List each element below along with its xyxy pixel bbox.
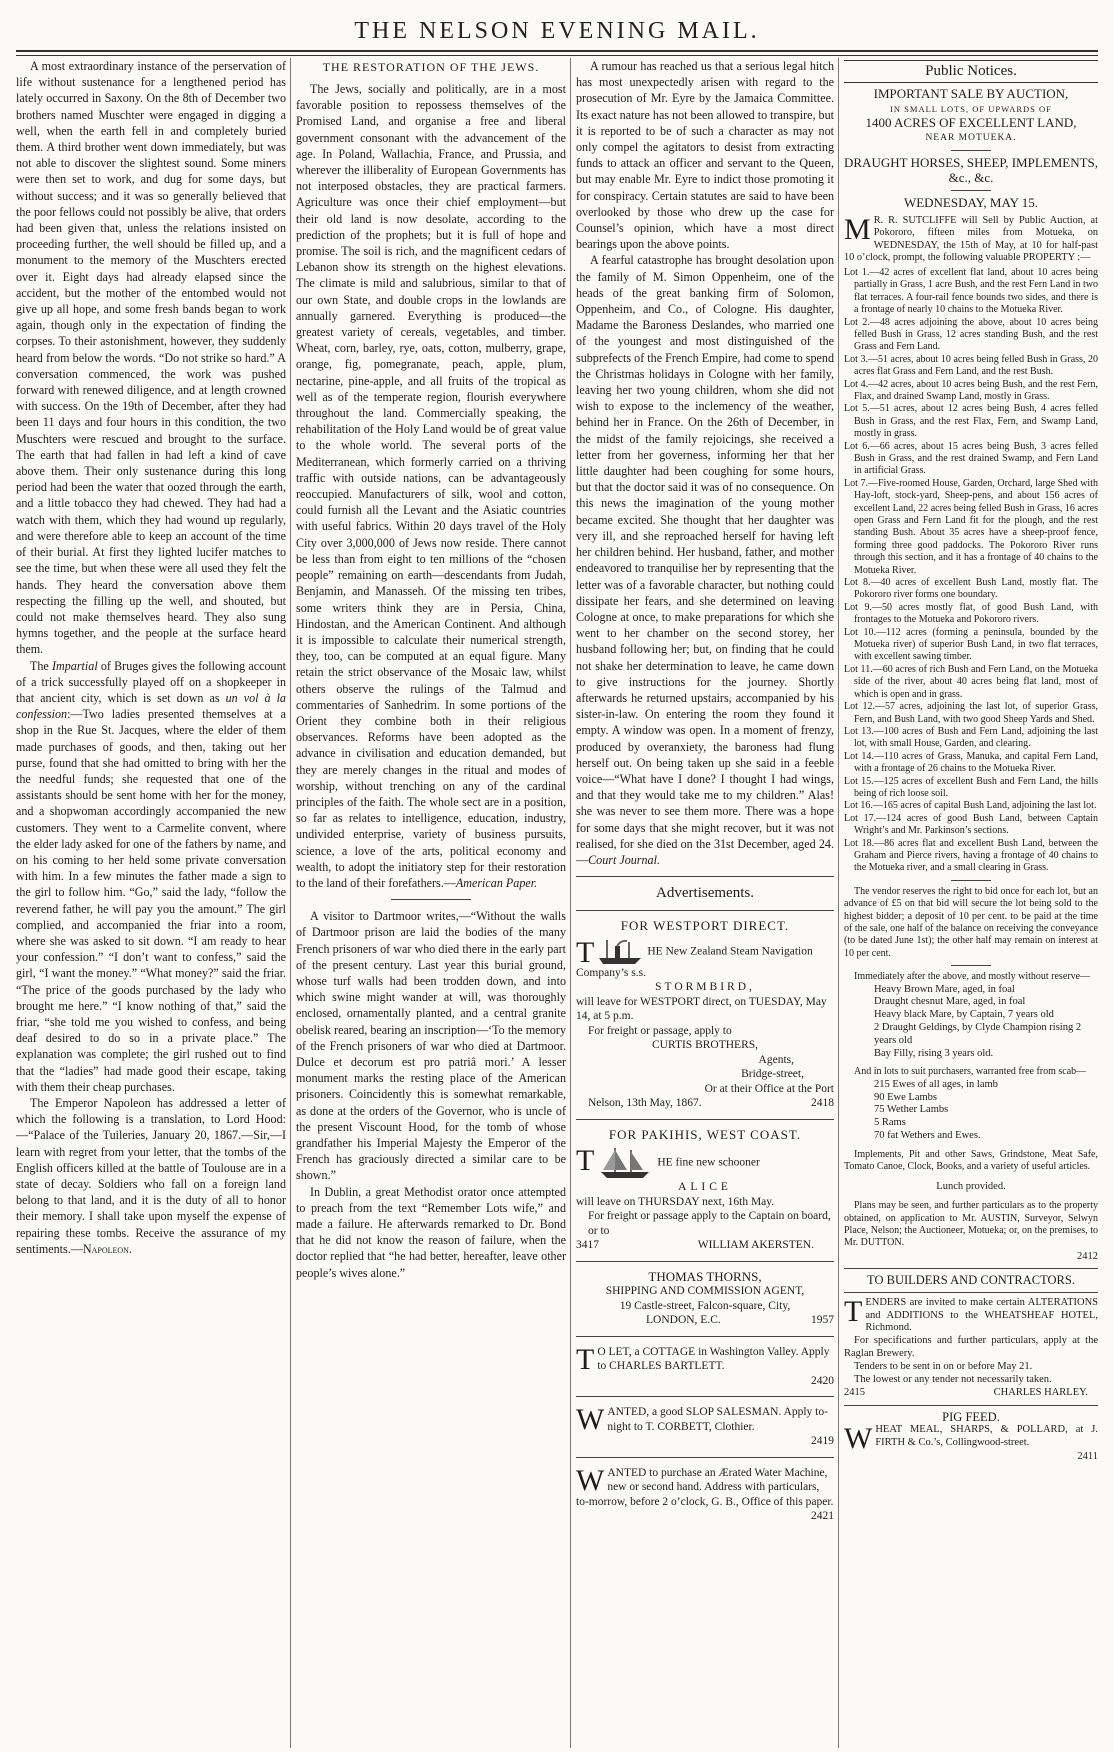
ad-title: FOR PAKIHIS, WEST COAST. [608,1126,802,1142]
horse-item: Heavy Brown Mare, aged, in foal [874,983,1015,995]
ad-body: will leave on THURSDAY next, 16th May. [576,1195,775,1208]
ad-salesman: WANTED, a good SLOP SALESMAN. Apply to-night to T. CORBETT, Clothier. 2419 [576,1403,834,1448]
divider [844,1268,1098,1269]
sheep-item: 5 Rams [874,1117,906,1129]
dropcap: W [576,1463,605,1497]
notice-text: Implements, Pit and other Saws, Grindstone, Meat Safe, Tomato Canoe, Clock, Books, and a variety of useful articles. [844,1148,1098,1173]
public-notices-heading: Public Notices. [844,60,1098,83]
ship-name: ALICE [678,1181,732,1194]
notice-text: For specifications and further particulars, apply at the Raglan Brewery. [844,1335,1098,1359]
column-4 [844,58,1098,1748]
ad-date: Nelson, 13th May, 1867. [588,1097,702,1110]
divider [576,1336,834,1337]
article-heading-jews: THE RESTORATION OF THE JEWS. [322,60,540,74]
article-oppenheim: A fearful catastrophe has brought desolation upon the family of M. Simon Oppenheim, one of the heads of the great banking firm of Solomon, Oppenheim, and Co., of Cologne. His daughter, Madame the Baroness Deslandes, who married one of the youngest and most distinguished of the subprefects of the French Empire, had come to spend the Christmas holidays in Cologne with her family, leaving her two young children, whom she did not wish to expose to the inclemency of the weather, behind her in France. On the 26th of December, in the midst of the family rejoicings, she received a letter from her governess, informing her that her little daughter had been coughing for some hours, but that the doctor said it was of no consequence. On this news the imagination of the young mother became excited. She thought that her daughter was very ill, and she reproached herself for having left her children behind. Her husband, father, and mother endeavored to tranquilise her by representing that the letter was of a favorable character, but nothing could dissipate her fears, and she determined on leaving Cologne at once, to make preparations for which she went to her chamber on the second storey, her husband following her; but, on finding that he could not shake her determination to leave, he came down to give instructions for the journey. Shortly afterwards he returned upstairs, accompanied by his sister-in-law. On entering the room they found it empty. A window was open. In a moment of frenzy, produced by overanxiety, the baroness had flung herself out. On being taken up she said in a feeble voice—“What have I done? I thought I had wings, and that they would take me to my children.” Alas! she was never to see them more. There was a hope for some days that she might recover, but it was not realised, for she died on the 31st December, aged 24.—Court Journal. [576,253,834,867]
ad-number: 2418 [811,1097,834,1110]
divider [844,1292,1098,1293]
lot-item: Lot 13.—100 acres of Bush and Fern Land, adjoining the last lot, with small House, Garden, and clearing. [844,725,1098,750]
sheep-item: 70 fat Wethers and Ewes. [874,1130,981,1141]
dropcap: T [844,1294,863,1328]
advertisements-heading: Advertisements. [656,885,754,902]
ad-title: THOMAS THORNS, [648,1268,762,1284]
notice-text: Lunch provided. [936,1180,1006,1192]
column-2 [296,58,566,1748]
lot-item: Lot 5.—51 acres, about 12 acres being Bush, 4 acres felled Bush in Grass, and the rest Flax, Fern, and Swamp Land, mostly in grass. [844,403,1098,440]
notice-text: The lowest or any tender not necessarily taken. [854,1373,1052,1385]
notice-intro: R. R. SUTCLIFFE will Sell by Public Auction, at Pokororo, fifteen miles from Motueka, on WEDNESDAY, the 15th of May, at 10 for half-past 10 o’clock, prompt, the following valuable PROPERTY :— [844,214,1098,264]
schooner-icon [597,1146,653,1180]
notice-title: IMPORTANT SALE BY AUCTION, [873,86,1069,101]
divider [576,910,834,911]
horses-list [844,984,1098,1061]
notice-text: Plans may be seen, and further particulars as to the property obtained, on application to Mr. AUSTIN, Surveyor, Selwyn Place, Nelson; the Auctioneer, Motueka; or, on the premises, to Mr. DUTTON. [844,1200,1098,1249]
horse-item: Heavy black Mare, by Captain, 7 years old [874,1009,1054,1021]
divider [951,965,991,966]
horse-item: 2 Draught Geldings, by Clyde Champion rising 2 years old [874,1022,1082,1046]
notice-title: DRAUGHT HORSES, SHEEP, IMPLEMENTS, &c., &c. [844,155,1098,185]
article-saxony: A most extraordinary instance of the perservation of life without sustenance for a lengthened period has lately occurred in Saxony. On the 8th of December two brothers named Muschter were engaged in digging a well, when the earth fell in and completely buried them. A third brother went down immediately, but was not able to discover the slightest sound. Some miners were then set to work, and dug for some days, but without success; and it was so generally believed that the poor fellows could not possibly be alive, that orders had been given that, unless the relations insisted on proceeding further, the well should be filled up, and a monument to the memory of the Muschters erected over it. Eight days had already elapsed since the accident, but the mother of the entombed would not give up all hope, and some fresh bands began to work again, though only in the expectation of finding the corpses. To their astonishment, however, they suddenly heard from below the words. “Do not strike so hard.” A conversation commenced, the work was pushed forward with renewed diligence, and at length crowned with success. On the 19th of December, after they had been 11 days and four hours in this condition, the two Muschters were rescued and brought to the surface. The earth that had fallen in had left a kind of cave above them. Their only sustenance during this long period had been the water that oozed through the earth, and a little tobacco they had chewed. They had had a watch with them, which they had wound up regularly, and were therefore able to keep an account of the time of their burial. At first they lighted lucifer matches to see the time, but when these were all used they felt the hands. They heard the conversation above them respecting the filling up the well, and shouted, but could not make themselves heard. They also sung hymns together, and the people at the surface heard them. [16,59,286,657]
lot-item: Lot 6.—66 acres, about 15 acres being Bush, 3 acres felled Bush in Grass, and the rest drained Swamp, and Fern Land in artificial Grass. [844,440,1098,477]
ad-agent: CURTIS BROTHERS, [651,1039,759,1052]
notice-date: WEDNESDAY, MAY 15. [903,195,1039,210]
dropcap: W [576,1403,605,1437]
ad-westport: FOR WESTPORT DIRECT. T HE New Zealand Steam Navigation Company’s s.s. STORMBIRD, will leave for WESTPORT direct, on TUESDAY, May 14, at 5 p.m. For freight or passage, apply to CURTIS BROTHERS, Agents, Bridge-street, Or at their Office at the Port Nelson, 13th May, 1867. 2418 [576,918,834,1110]
article-dartmoor: A visitor to Dartmoor writes,—“Without the walls of Dartmoor prison are laid the bodies of the many French prisoners of war who died there in the early part of the present century. Last year this burial ground, whose turf walls had been trodden down, and into which swine might wander at will, was thoroughly enclosed, ornamentally planted, and a central granite obelisk reared, bearing an inscription—‘To the memory of the French prisoners of war who died at Dartmoor. Dulce et decorum est pro patriâ mori.’ A lesser monument marks the resting place of the American prisoners. Coincidently this is somewhat remarkable, as done at the orders of the Governor, who is uncle of the present Viscount Hood, for the tomb of whose grandfather his Imperial Majesty the Emperor of the French has graciously directed a similar care to be shown.” [296,909,566,1183]
ad-number: 2415 [844,1387,865,1399]
ad-number: 3417 [576,1239,599,1252]
ad-agent: Or at their Office at the Port [704,1082,834,1095]
dropcap: W [844,1422,873,1456]
ad-address: LONDON, E.C. [646,1314,721,1327]
lot-item: Lot 1.—42 acres of excellent flat land, about 10 acres being partially in Grass, 1 acre Bush, and the rest Fern Land in two flat terraces. A four-rail fence bounds two sides, and there is a frontage of nearly 10 chains to the Motueka River. [844,266,1098,316]
divider [576,876,834,877]
divider [576,1261,834,1262]
ad-number: 2421 [811,1510,834,1523]
ad-number: 2420 [811,1374,834,1387]
lots-list [844,267,1098,875]
column-divider [290,58,291,1748]
lot-item: Lot 12.—57 acres, adjoining the last lot, of superior Grass, Fern, and Bush Land, with two good Sheep Yards and Shed. [844,701,1098,725]
ad-cottage: T O LET, a COTTAGE in Washington Valley. Apply to CHARLES BARTLETT. 2420 [576,1342,834,1387]
lot-item: Lot 10.—112 acres (forming a peninsula, bounded by the Motueka river) of superior Bush Land, in two flat terraces, with excellent sawing timber. [844,626,1098,663]
divider [576,1119,834,1120]
notice-pig-feed: PIG FEED. WHEAT MEAL, SHARPS, & POLLARD, at J. FIRTH & Co.’s, Collingwood-street. 2411 [844,1410,1098,1465]
steamship-icon [597,938,643,966]
ad-subtitle: SHIPPING AND COMMISSION AGENT, [605,1285,805,1298]
ad-number: 2411 [1077,1450,1098,1462]
ad-address: 19 Castle-street, Falcon-square, City, [619,1299,791,1312]
dropcap: T [576,1144,595,1178]
column-1 [16,58,286,1748]
article-eyre: A rumour has reached us that a serious legal hitch has most unexpectedly arisen with regard to the prosecution of Mr. Eyre by the Jamaica Committee. Its exact nature has not been allowed to transpire, but it is reported to be of such a character as may not only compel the agitators to desist from extracting funds to attack an officer and servant to the Queen, but may enable Mr. Eyre to indict those promoting it for conspiracy. Certain statutes are said to have been overlooked by those who drew up the case for Counsel’s opinion, which have a most direct bearings upon the above points. [576,59,834,252]
notice-text: Immediately after the above, and mostly without reserve— [854,971,1091,983]
ad-title: FOR WESTPORT DIRECT. [620,918,790,934]
lot-item: Lot 3.—51 acres, about 10 acres being felled Bush in Grass, 20 acres flat Grass and Fern Land, and the rest Bush. [844,353,1098,378]
ad-body: For freight or passage apply to the Captain on board, or to [588,1210,831,1237]
ad-water-machine: WANTED to purchase an Ærated Water Machine, new or second hand. Address with particulars, to-morrow, before 2 o’clock, G. B., Office of this paper. 2421 [576,1463,834,1523]
lot-item: Lot 15.—125 acres of excellent Bush and Fern Land, the hills being of rich loose soil. [844,775,1098,799]
horse-item: Bay Filly, rising 3 years old. [874,1047,994,1059]
ad-agent: Agents, [758,1053,794,1066]
notice-text: And in lots to suit purchasers, warranted free from scab— [854,1066,1087,1078]
ad-thorns [576,1270,834,1328]
ad-number: 2412 [1077,1250,1098,1262]
ad-agent: Bridge-street, [741,1068,804,1081]
lot-item: Lot 16.—165 acres of capital Bush Land, adjoining the last lot. [844,800,1097,812]
lot-item: Lot 9.—50 acres mostly flat, of good Bush Land, with frontages to the Motueka and Pokororo rivers. [844,601,1098,626]
sheep-item: 75 Wether Lambs [874,1104,949,1116]
lot-item: Lot 18.—86 acres flat and excellent Bush Land, between the Graham and Pierce rivers, having a frontage of 40 chains to the Motueka river, and a small clearing in Grass. [844,837,1098,874]
masthead-title: THE NELSON EVENING MAIL. [354,18,760,44]
divider [951,150,991,151]
notice-builders: TO BUILDERS AND CONTRACTORS. TENDERS are invited to make certain ALTERATIONS and ADDITIONS to the WHEATSHEAF HOTEL, Richmond. For specifications and further particulars, apply at the Raglan Brewery. Tenders to be sent in on or before May 21. The lowest or any tender not necessarily taken. 2415 CHARLES HARLEY. [844,1273,1098,1401]
ad-number: 1957 [811,1314,834,1327]
article-napoleon: The Emperor Napoleon has addressed a letter of which the following is a translation, to Lord Hood:—“Palace of the Tuileries, January 20, 1867.—Sir,—I learn with regret from your letter, that the tombs of the English officers killed at the battle of Toulouse are in a state of decay. Soldiers who fall on a foreign land belong to that land, and it is the duty of all to honor their memory. I shall take upon myself the expense of repairing these tombs. Receive the assurance of my sentiments.—Napoleon. [16,1096,286,1256]
article-bruges: The Impartial of Bruges gives the following account of a trick successfully played off on a shopkeeper in that ancient city, which is set down as un vol à la confession:—Two ladies presented themselves at a shop in the Rue St. Jacques, where the elder of them made purchases of goods, and then, taking out her purse, found that she had omitted to bring with her the the needful funds; she requested that one of the assistants should be sent home with her for the money, and a shopwoman accordingly accompanied the new customers. They went to a Carmelite convent, where the elder lady asked for one of the fathers by name, and on his coming to her held some private conversation with him. In a few minutes the father made a sign to the girl to follow him. “Go,” said the lady, “follow the reverend father, he will pay you the amount.” The girl complied, and accompanied the friar into a room, where she was asked to sit down. “I am ready to hear your confession.” “I don’t want to confess,” said the girl, “I want the money.” “What money?” said the friar. “The price of the goods purchased by the lady who brought me here.” “I know nothing of that,” said the friar, “she told me you wished to confess, and being deaf desired to do so in a private place.” The explanation was complete; the girl rushed out to find that the “ladies” had made good their escape, taking with them their cheap purchases. [16,658,286,1094]
divider [844,1405,1098,1406]
ad-body: will leave for WESTPORT direct, on TUESDAY, May 14, at 5 p.m. [576,995,827,1023]
lot-item: Lot 14.—110 acres of Grass, Manuka, and capital Fern Land, with a frontage of 26 chains to the Motueka River. [844,750,1098,775]
ad-body: For freight or passage, apply to [588,1024,732,1037]
notice-text: Tenders to be sent in on or before May 21. [854,1360,1033,1372]
notice-auction [844,87,1098,1264]
notice-title: TO BUILDERS AND CONTRACTORS. [867,1273,1075,1288]
sheep-item: 215 Ewes of all ages, in lamb [874,1078,998,1090]
dropcap: T [576,935,595,969]
ad-pakihis: FOR PAKIHIS, WEST COAST. T HE fine new schooner ALICE will leave on THURSDAY next, 16th May. For freight or passage apply to the Captain on board, or to 3417 WILLIAM AKERSTEN. [576,1128,834,1253]
dropcap: M [844,212,871,246]
divider [391,899,471,900]
sheep-item: 90 Ewe Lambs [874,1091,937,1103]
notice-subtitle: NEAR MOTUEKA. [925,132,1017,143]
column-divider [838,58,839,1748]
lot-item: Lot 17.—124 acres of good Bush Land, between Captain Wright’s and Mr. Parkinson’s sections. [844,812,1098,837]
ad-agent: WILLIAM AKERSTEN. [697,1239,814,1252]
divider [951,190,991,191]
dropcap: T [576,1342,595,1376]
sheep-list [844,1079,1098,1143]
notice-title: 1400 ACRES OF EXCELLENT LAND, [865,115,1077,130]
divider [951,880,991,881]
article-dublin: In Dublin, a great Methodist orator once attempted to preach from the text “Remember Lots wife,” and made a failure. He afterwards remarked to Dr. Bond that he did not know the reason of failure, when the doctor replied that “he had better, hereafter, leave other people’s wives alone.” [296,1184,566,1280]
notice-title: PIG FEED. [942,1409,1000,1424]
notice-terms: The vendor reserves the right to bid once for each lot, but an advance of £5 on that bid will secure the lot being sold to the highest bidder; a deposit of 10 per cent. to be paid at the time of the sale, one half of the balance on receiving the conveyance (to be dated June 1st); the other half may remain on interest at 10 per cent. [844,885,1098,959]
column-divider [570,58,571,1748]
divider [576,1396,834,1397]
article-jews: The Jews, socially and politically, are in a most favorable position to repossess themselves of the Promised Land, and organise a free and liberal government consonant with the advancement of the age. In Poland, Wallachia, France, and Prussia, and wherever the illiberality of European Governments has not interposed obstacles, they are practical farmers. Agriculture was once their chief employment—but their old land is now desolate, according to the prediction of the prophets; but it is full of hope and promise. The soil is rich, and the magnificent cedars of Lebanon show its strength on the highest elevations. The climate is mild and salubrious, similar to that of our own State, and double crops in the lowlands are annually garnered. Everything is produced—the greatest variety of cereals, vegetables, and timber. Wheat, corn, barley, rye, oats, cotton, mulberry, grape, orange, fig, pomegranate, peach, apple, plum, nectarine, pine-apple, and all fruits of the tropical as well as of the temperate region, flourish everywhere throughout the land. Commercially speaking, the rehabilitation of the Holy Land would be of great value to the whole world. The several ports of the Mediterranean, which formerly carried on a thriving traffic with outside nations, can be advantageously reoccupied. Manufacturers of silk, wool and cotton, could furnish all the Levant and the Asiatic countries with useful fabrics. Within 20 days travel of the Holy City over 3,000,000 of Jews now reside. There cannot be less than from eight to ten millions of the “chosen people” remaining on earth—descendants from Judah, Benjamin, and Manasseh. Of the missing ten tribes, some writers think they are in Persia, China, Hindostan, and the American Continent. And although it is impossible to calculate their numerical strength, they, too, can be computed at an equal figure. Many retain the strict observance of the Mosaic law, whilst others observe the rulings of the Talmud and commentaries of Sanhedrim. In some portions of the Orient they combine both in their religious observances. Reforms have been adopted as the advance in civilisation and education demanded, but they are merely changes in the ritual and modes of worship, without trenching on any of the cardinal principles of the faith. The whole sect are in a position, so far as relates to intelligence, education, industry, undivided enterprise, variety of business pursuits, science, a love of the arts, political economy and wealth, to adopt the initiatory step for their restoration to the land of their forefathers.—American Paper. [296,82,566,890]
ad-number: 2419 [811,1435,834,1448]
masthead-rule [16,50,1098,56]
lot-item: Lot 4.—42 acres, about 10 acres being Bush, and the rest Fern, Flax, and drained Swamp Land, mostly in Grass. [844,378,1098,402]
notice-subtitle: IN SMALL LOTS, OF UPWARDS OF [890,103,1052,114]
lot-item: Lot 8.—40 acres of excellent Bush Land, mostly flat. The Pokororo river forms one boundary. [844,577,1098,601]
divider [576,1457,834,1458]
ad-signature: CHARLES HARLEY. [993,1387,1088,1399]
column-3 [576,58,834,1748]
ship-name: STORMBIRD, [655,981,755,994]
lot-item: Lot 11.—60 acres of rich Bush and Fern Land, on the Motueka side of the river, about 40 acres being flat land, most of which is open and in grass. [844,663,1098,700]
lot-item: Lot 2.—48 acres adjoining the above, about 10 acres being felled Bush in Grass, 12 acres standing Bush, and the rest Grass and Fern Land. [844,316,1098,353]
lot-item: Lot 7.—Five-roomed House, Garden, Orchard, large Shed with Hay-loft, stock-yard, Sheep-pens, and about 156 acres of excellent Land, 22 acres being felled Bush in Grass, 16 acres open Grass and Fern Land fit for the plough, and the rest standing Bush. About 35 acres have a sheep-proof fence, forming three good paddocks. The Pokororo River runs through this section, and it has a frontage of 40 chains to the Motueka River. [844,477,1098,576]
horse-item: Draught chesnut Mare, aged, in foal [874,996,1026,1008]
